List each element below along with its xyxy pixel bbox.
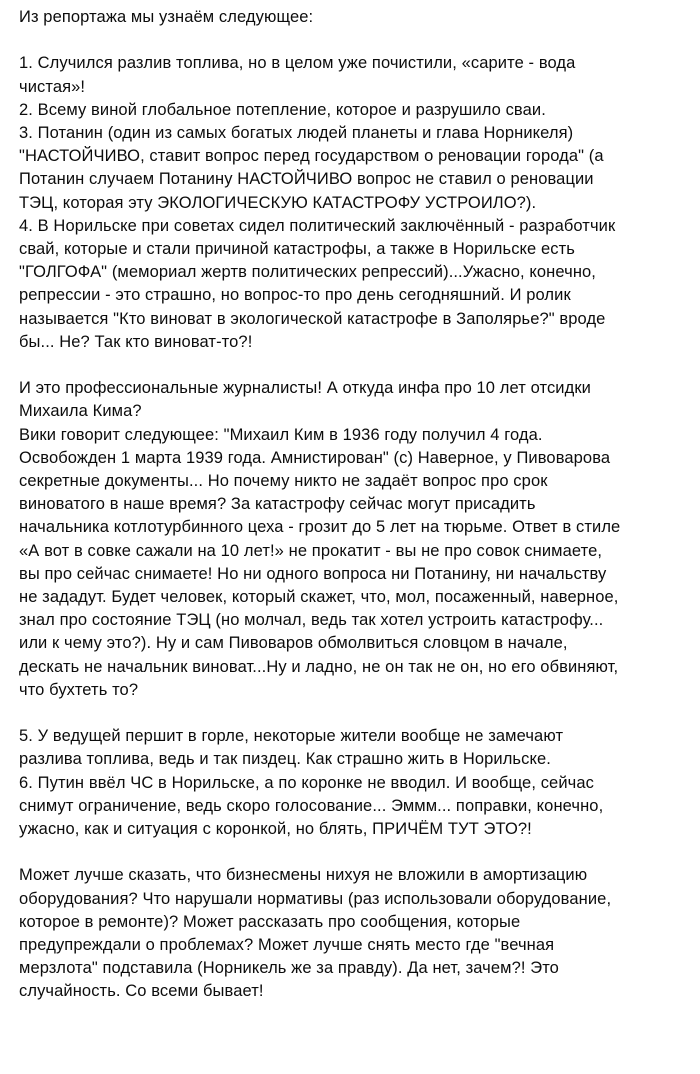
text-line: которое в ремонте)? Может рассказать про сообщения, которые — [19, 912, 521, 931]
text-line: виноватого в наше время? За катастрофу сейчас могут присадить — [19, 495, 536, 514]
text-line: бы... Не? Так кто виноват-то?! — [19, 332, 253, 351]
text-line: случайность. Со всеми бывает! — [19, 982, 264, 1001]
text-line: Может лучше сказать, что бизнесмены нихуя не вложили в амортизацию — [19, 866, 588, 885]
text-line: называется "Кто виноват в экологической катастрофе в Заполярье?" вроде — [19, 309, 606, 328]
text-line: предупреждали о проблемах? Может лучше снять место где "вечная — [19, 936, 555, 955]
text-line: 6. Путин ввёл ЧС в Норильске, а по коронке не вводил. И вообще, сейчас — [19, 773, 594, 792]
text-line: вы про сейчас снимаете! Но ни одного вопроса ни Потанину, ни начальству — [19, 564, 607, 583]
text-line: Михаила Кима? — [19, 402, 142, 421]
text-line: 3. Потанин (один из самых богатых людей планеты и глава Норникеля) — [19, 124, 574, 142]
text-line: мерзлота" подставила (Норникель же за правду). Да нет, зачем?! Это — [19, 959, 559, 978]
text-line: разлива топлива, ведь и так пиздец. Как страшно жить в Норильске. — [19, 750, 551, 769]
paragraph — [19, 6, 678, 29]
text-line: Освобожден 1 марта 1939 года. Амнистирован" (с) Наверное, у Пивоварова — [19, 448, 611, 467]
text-line: начальника котлотурбинного цеха - грозит до 5 лет на тюрьме. Ответ в стиле — [19, 518, 621, 537]
text-line: что бухтеть то? — [19, 680, 139, 699]
text-line: дескать не начальник виноват...Ну и ладно, не он так не он, но его обвиняют, — [19, 657, 619, 676]
text-line: не зададут. Будет человек, который скажет, что, мол, посаженный, наверное, — [19, 588, 619, 607]
text-line: ТЭЦ, которая эту ЭКОЛОГИЧЕСКУЮ КАТАСТРОФУ УСТРОИЛО?). — [19, 193, 537, 212]
text-line: 5. У ведущей першит в горле, некоторые жители вообще не замечают — [19, 727, 564, 746]
text-line: "НАСТОЙЧИВО, ставит вопрос перед государством о реновации города" (а — [19, 147, 604, 166]
text-line: 2. Всему виной глобальное потепление, которое и разрушило сваи. — [19, 100, 546, 119]
text-line: И это профессиональные журналисты! А откуда инфа про 10 лет отсидки — [19, 379, 591, 398]
text-line: репрессии - это страшно, но вопрос-то про день сегодняшний. И ролик — [19, 286, 571, 305]
paragraph — [19, 864, 678, 1003]
text-line: секретные документы... Но почему никто не задаёт вопрос про срок — [19, 472, 548, 491]
paragraph — [19, 725, 678, 841]
text-line: свай, которые и стали причиной катастрофы, а также в Норильске есть — [19, 240, 576, 259]
text-line: ужасно, как и ситуация с коронкой, но блять, ПРИЧЁМ ТУТ ЭТО?! — [19, 820, 532, 839]
paragraph — [19, 52, 678, 354]
text-line: чистая»! — [19, 77, 86, 96]
text-line: "ГОЛГОФА" (мемориал жертв политических репрессий)...Ужасно, конечно, — [19, 263, 596, 282]
text-line: Вики говорит следующее: "Михаил Ким в 1936 году получил 4 года. — [19, 425, 543, 444]
text-line: знал про состояние ТЭЦ (но молчал, ведь так хотел устроить катастрофу... — [19, 611, 604, 630]
text-line: «А вот в совке сажали на 10 лет!» не прокатит - вы не про совок снимаете, — [19, 541, 603, 560]
text-line: 1. Случился разлив топлива, но в целом уже почистили, «сарите - вода — [19, 54, 576, 73]
text-line: 4. В Норильске при советах сидел политический заключённый - разработчик — [19, 216, 616, 235]
text-line: снимут ограничение, ведь скоро голосование... Эммм... поправки, конечно, — [19, 796, 604, 815]
text-line: оборудования? Что нарушали нормативы (раз использовали оборудование, — [19, 889, 612, 908]
text-line: Потанин случаем Потанину НАСТОЙЧИВО вопрос не ставил о реновации — [19, 170, 594, 189]
text-line: или к чему это?). Ну и сам Пивоваров обмолвиться словцом в начале, — [19, 634, 568, 653]
paragraph — [19, 377, 678, 702]
text-line: Из репортажа мы узнаём следующее: — [19, 8, 314, 26]
